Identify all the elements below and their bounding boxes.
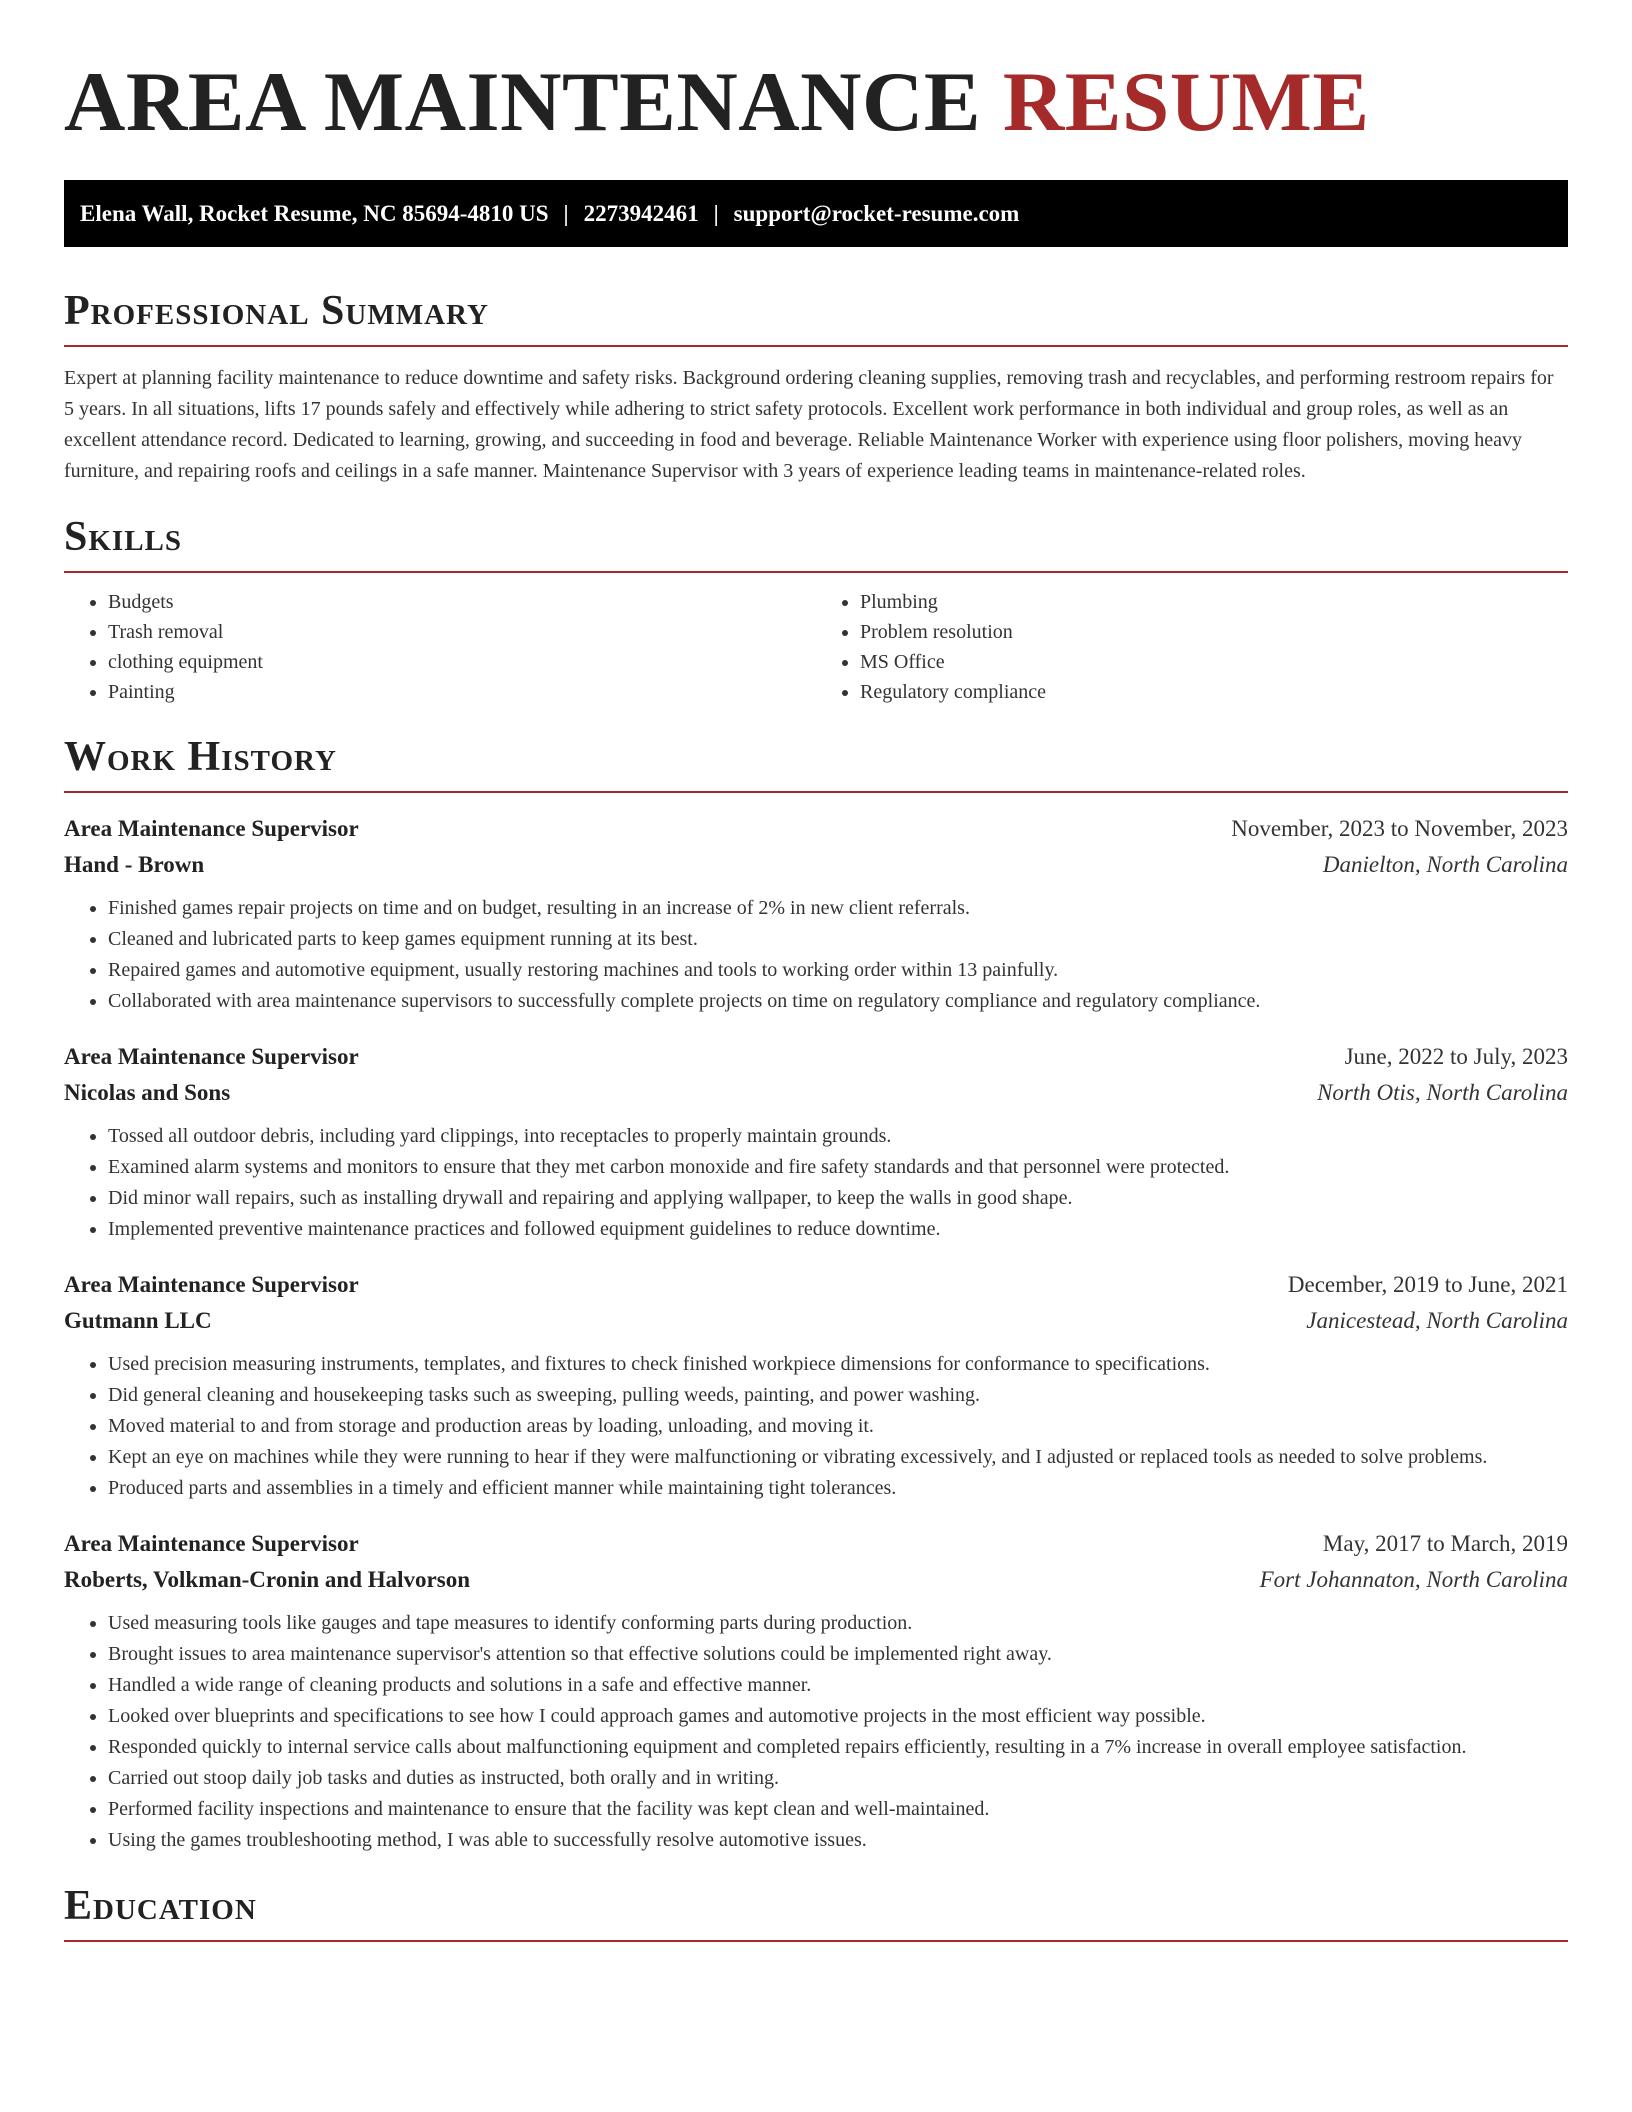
contact-separator: | [563,200,569,226]
job-bullet: • Tossed all outdoor debris, including yard clippings, into receptacles to properly maintain grounds. [108,1121,1568,1152]
section-heading: Work History [64,733,1568,793]
job-location: North Otis, North Carolina [1317,1080,1568,1105]
education-section [64,1882,1568,1942]
job-bullet: • Finished games repair projects on time and on budget, resulting in an increase of 2% in new client referrals. [108,893,1568,924]
job-bullet: • Carried out stoop daily job tasks and duties as instructed, both orally and in writing. [108,1763,1568,1794]
skill-item: • Regulatory compliance [860,677,1568,707]
contact-address: Elena Wall, Rocket Resume, NC 85694-4810 US [80,200,549,226]
job-bullet: • Handled a wide range of cleaning products and solutions in a safe and effective manner. [108,1670,1568,1701]
job-entry [64,1526,1568,1856]
job-bullet: • Repaired games and automotive equipment, usually restoring machines and tools to working order within 13 painfully. [108,955,1568,986]
skill-item: • Budgets [108,587,816,617]
skill-item: • clothing equipment [108,647,816,677]
job-bullet: • Performed facility inspections and maintenance to ensure that the facility was kept clean and well-maintained. [108,1794,1568,1825]
job-bullets [64,1608,1568,1856]
summary-text: Expert at planning facility maintenance to reduce downtime and safety risks. Background ordering cleaning supplies, removing trash and recyclables, and performing restroom repairs for 5 years. In all situations, lifts 17 pounds safely and effectively while adhering to strict safety protocols. Excellent work performance in both individual and group roles, as well as an excellent attendance record. Dedicated to learning, growing, and succeeding in food and beverage. Reliable Maintenance Worker with experience using floor polishers, moving heavy furniture, and repairing roofs and ceilings in a safe manner. Maintenance Supervisor with 3 years of experience leading teams in maintenance-related roles. [64,367,1554,482]
job-company: Roberts, Volkman-Cronin and Halvorson [64,1567,470,1592]
section-heading: Education [64,1882,1568,1942]
job-bullet: • Did minor wall repairs, such as installing drywall and repairing and applying wallpaper, to keep the walls in good shape. [108,1183,1568,1214]
contact-bar [64,180,1568,247]
job-bullet: • Produced parts and assemblies in a timely and efficient manner while maintaining tight tolerances. [108,1473,1568,1504]
job-bullet: • Kept an eye on machines while they were running to hear if they were malfunctioning or vibrating excessively, and I adjusted or replaced tools as needed to solve problems. [108,1442,1568,1473]
skill-item: • MS Office [860,647,1568,677]
job-location: Fort Johannaton, North Carolina [1259,1567,1568,1592]
job-title: Area Maintenance Supervisor [64,1531,359,1556]
skill-item: • Painting [108,677,816,707]
job-location: Janicestead, North Carolina [1306,1308,1568,1333]
title-accent: RESUME [1002,55,1370,149]
job-bullet: • Moved material to and from storage and production areas by loading, unloading, and moving it. [108,1411,1568,1442]
contact-separator: | [713,200,719,226]
job-bullet: • Collaborated with area maintenance supervisors to successfully complete projects on time on regulatory compliance and regulatory compliance. [108,986,1568,1017]
contact-phone: 2273942461 [583,200,699,226]
section-heading: Skills [64,513,1568,573]
skills-column-right [816,587,1568,707]
job-company: Gutmann LLC [64,1308,212,1333]
contact-email: support@rocket-resume.com [733,200,1020,226]
title-main: AREA MAINTENANCE [64,55,982,149]
skill-item: • Trash removal [108,617,816,647]
job-company: Hand - Brown [64,852,205,877]
job-bullet: • Using the games troubleshooting method, I was able to successfully resolve automotive issues. [108,1825,1568,1856]
job-bullet: • Cleaned and lubricated parts to keep games equipment running at its best. [108,924,1568,955]
job-bullet: • Used precision measuring instruments, templates, and fixtures to check finished workpiece dimensions for conformance to specifications. [108,1349,1568,1380]
job-bullet: • Looked over blueprints and specifications to see how I could approach games and automotive projects in the most efficient way possible. [108,1701,1568,1732]
job-bullets [64,1349,1568,1504]
job-bullet: • Examined alarm systems and monitors to ensure that they met carbon monoxide and fire safety standards and that personnel were protected. [108,1152,1568,1183]
job-entry [64,811,1568,1017]
skills-list [64,587,1568,707]
job-entry [64,1267,1568,1504]
resume-title [64,0,1568,152]
skills-section [64,513,1568,707]
job-dates: November, 2023 to November, 2023 [1231,816,1568,841]
skill-item: • Plumbing [860,587,1568,617]
summary-section [64,287,1568,487]
job-bullet: • Did general cleaning and housekeeping tasks such as sweeping, pulling weeds, painting, and power washing. [108,1380,1568,1411]
job-dates: December, 2019 to June, 2021 [1287,1272,1568,1297]
job-dates: June, 2022 to July, 2023 [1344,1044,1568,1069]
job-bullet: • Brought issues to area maintenance supervisor's attention so that effective solutions could be implemented right away. [108,1639,1568,1670]
job-title: Area Maintenance Supervisor [64,816,359,841]
job-dates: May, 2017 to March, 2019 [1322,1531,1568,1556]
job-bullet: • Responded quickly to internal service calls about malfunctioning equipment and completed repairs efficiently, resulting in a 7% increase in overall employee satisfaction. [108,1732,1568,1763]
skills-column-left [64,587,816,707]
skill-item: • Problem resolution [860,617,1568,647]
job-location: Danielton, North Carolina [1322,852,1568,877]
section-heading: Professional Summary [64,287,1568,347]
job-bullets [64,1121,1568,1245]
job-title: Area Maintenance Supervisor [64,1272,359,1297]
work-history-section [64,733,1568,1856]
job-entry [64,1039,1568,1245]
job-bullets [64,893,1568,1017]
job-bullet: • Used measuring tools like gauges and tape measures to identify conforming parts during production. [108,1608,1568,1639]
job-bullet: • Implemented preventive maintenance practices and followed equipment guidelines to reduce downtime. [108,1214,1568,1245]
job-title: Area Maintenance Supervisor [64,1044,359,1069]
job-company: Nicolas and Sons [64,1080,231,1105]
